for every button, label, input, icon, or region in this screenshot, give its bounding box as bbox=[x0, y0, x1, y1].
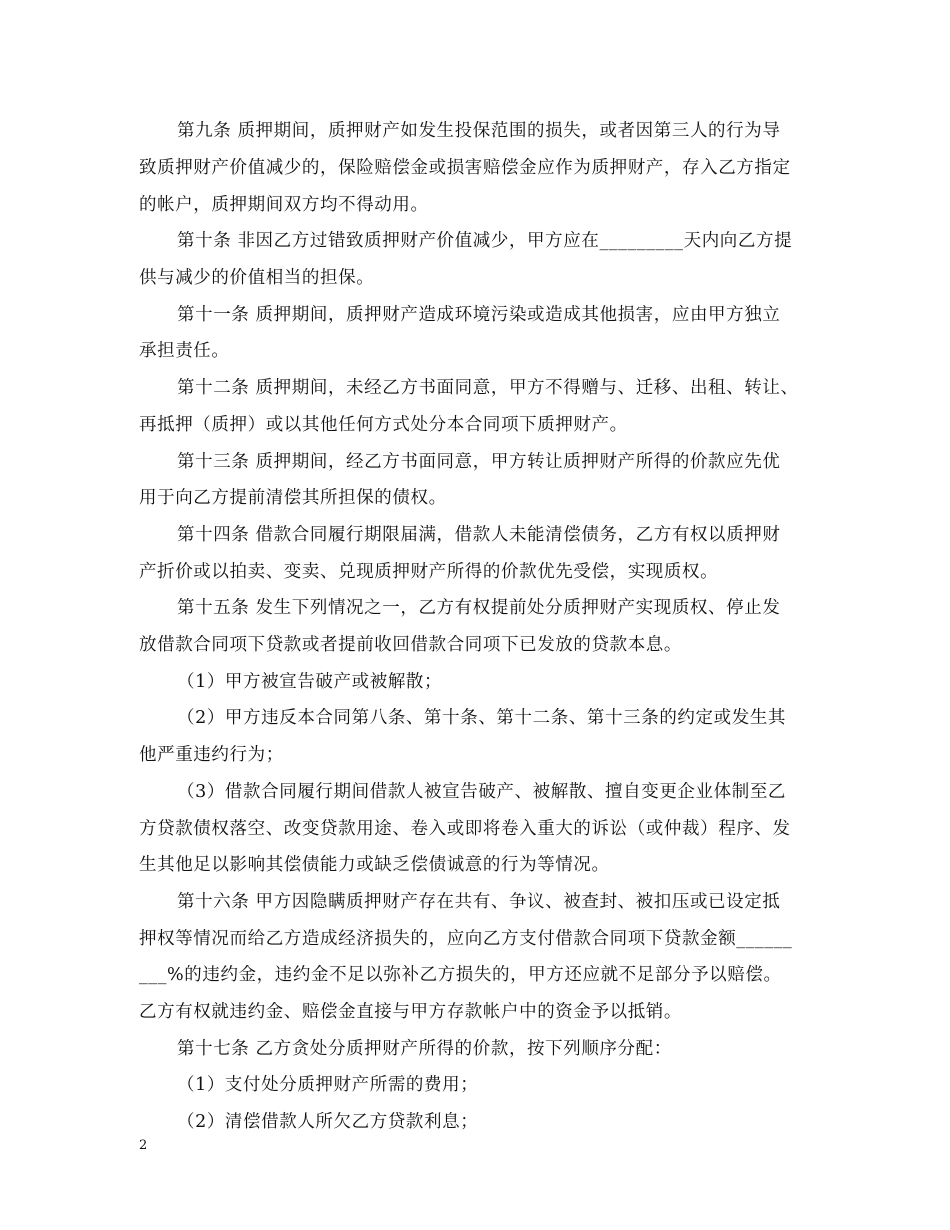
text-line: 方贷款债权落空、改变贷款用途、卷入或即将卷入重大的诉讼（或仲裁）程序、发 bbox=[139, 819, 791, 839]
text-line: （2）清偿借款人所欠乙方贷款利息； bbox=[177, 1112, 479, 1132]
text-line: 供与减少的价值相当的担保。 bbox=[139, 268, 375, 288]
text-line: 押权等情况而给乙方造成经济损失的，应向乙方支付借款合同项下贷款金额______ bbox=[139, 929, 793, 949]
text-line: 第九条 质押期间，质押财产如发生投保范围的损失，或者因第三人的行为导 bbox=[177, 121, 781, 141]
text-line: 乙方有权就违约金、赔偿金直接与甲方存款帐户中的资金予以抵销。 bbox=[139, 1002, 682, 1022]
text-line: （1）支付处分质押财产所需的费用； bbox=[177, 1075, 479, 1095]
text-line: （3）借款合同履行期间借款人被宣告破产、被解散、擅自变更企业体制至乙 bbox=[177, 782, 787, 802]
text-line: 第十四条 借款合同履行期限届满，借款人未能清偿债务，乙方有权以质押财 bbox=[177, 525, 781, 545]
text-line: ___%的违约金，违约金不足以弥补乙方损失的，甲方还应就不足部分予以赔偿。 bbox=[139, 965, 782, 985]
text-line: 用于向乙方提前清偿其所担保的债权。 bbox=[139, 488, 447, 508]
text-line: 承担责任。 bbox=[139, 341, 230, 361]
text-line: 第十三条 质押期间，经乙方书面同意，甲方转让质押财产所得的价款应先优 bbox=[177, 452, 781, 472]
text-line: 第十六条 甲方因隐瞒质押财产存在共有、争议、被查封、被扣压或已设定抵 bbox=[177, 892, 781, 912]
text-line: 他严重违约行为； bbox=[139, 745, 284, 765]
text-line: 产折价或以拍卖、变卖、兑现质押财产所得的价款优先受偿，实现质权。 bbox=[139, 562, 719, 582]
text-line: （1）甲方被宣告破产或被解散； bbox=[177, 672, 443, 692]
text-line: 的帐户，质押期间双方均不得动用。 bbox=[139, 195, 429, 215]
text-line: 第十一条 质押期间，质押财产造成环境污染或造成其他损害，应由甲方独立 bbox=[177, 305, 781, 325]
text-line: （2）甲方违反本合同第八条、第十条、第十二条、第十三条的约定或发生其 bbox=[177, 708, 787, 728]
text-line: 第十二条 质押期间，未经乙方书面同意，甲方不得赠与、迁移、出租、转让、 bbox=[177, 378, 799, 398]
text-line: 第十条 非因乙方过错致质押财产价值减少，甲方应在_________天内向乙方提 bbox=[177, 231, 793, 251]
text-line: 第十七条 乙方贪处分质押财产所得的价款，按下列顺序分配： bbox=[177, 1039, 672, 1059]
text-line: 第十五条 发生下列情况之一，乙方有权提前处分质押财产实现质权、停止发 bbox=[177, 598, 781, 618]
text-line: 生其他足以影响其偿债能力或缺乏偿债诚意的行为等情况。 bbox=[139, 855, 610, 875]
page-number: 2 bbox=[139, 1138, 148, 1153]
text-line: 再抵押（质押）或以其他任何方式处分本合同项下质押财产。 bbox=[139, 415, 628, 435]
text-line: 致质押财产价值减少的，保险赔偿金或损害赔偿金应作为质押财产，存入乙方指定 bbox=[139, 158, 791, 178]
text-line: 放借款合同项下贷款或者提前收回借款合同项下已发放的贷款本息。 bbox=[139, 635, 682, 655]
